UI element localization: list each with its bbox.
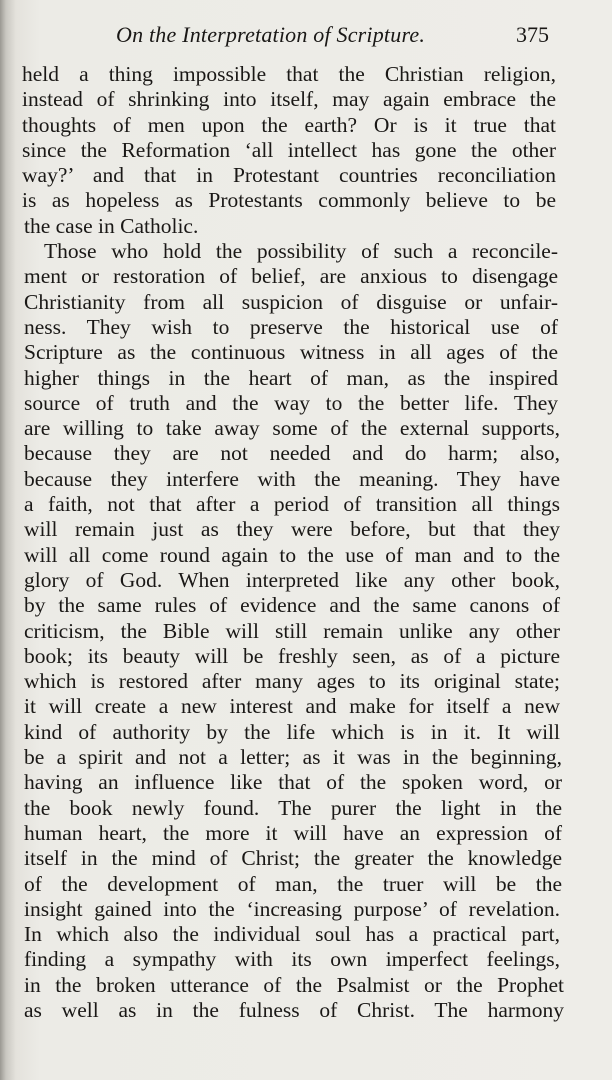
- text-line: be a spirit and not a letter; as it was in the beginning,: [24, 745, 562, 770]
- text-line: because they interfere with the meaning. They have: [24, 466, 560, 491]
- text-line: kind of authority by the life which is in it. It will: [24, 719, 560, 744]
- text-line: the case in Catholic.: [24, 213, 199, 238]
- text-line: will remain just as they were before, but that they: [24, 517, 560, 542]
- text-line: having an influence like that of the spoken word, or: [24, 770, 562, 795]
- page-header: [0, 20, 612, 50]
- text-line: will all come round again to the use of man and to the: [24, 542, 560, 567]
- text-line: in the broken utterance of the Psalmist or the Prophet: [24, 972, 564, 997]
- text-line: of the development of man, the truer will be the: [24, 871, 562, 896]
- text-line: glory of God. When interpreted like any other book,: [24, 567, 560, 592]
- text-line: is as hopeless as Protestants commonly believe to be: [22, 188, 556, 213]
- text-line: finding a sympathy with its own imperfect feelings,: [24, 947, 560, 972]
- text-line: a faith, not that after a period of transition all things: [24, 492, 560, 517]
- text-line: which is restored after many ages to its original state;: [24, 669, 560, 694]
- text-line: source of truth and the way to the better life. They: [24, 390, 558, 415]
- page-number: 375: [516, 22, 549, 47]
- body-text: [0, 62, 612, 1023]
- text-line: ment or restoration of belief, are anxious to disengage: [24, 264, 558, 289]
- text-line: higher things in the heart of man, as the inspired: [24, 365, 558, 390]
- text-line: by the same rules of evidence and the same canons of: [24, 593, 560, 618]
- text-line: Christianity from all suspicion of disguise or unfair-: [24, 289, 558, 314]
- text-line: human heart, the more it will have an expression of: [24, 820, 562, 845]
- text-line: ness. They wish to preserve the historical use of: [24, 314, 558, 339]
- text-line: because they are not needed and do harm; also,: [24, 441, 560, 466]
- paragraph-start-line: Those who hold the possibility of such a reconcile-: [44, 239, 558, 264]
- text-line: instead of shrinking into itself, may again embrace the: [22, 87, 556, 112]
- text-line: way?’ and that in Protestant countries reconciliation: [22, 163, 556, 188]
- text-line: insight gained into the ‘increasing purpose’ of revelation.: [24, 896, 560, 921]
- text-line: In which also the individual soul has a practical part,: [24, 922, 560, 947]
- text-line: criticism, the Bible will still remain unlike any other: [24, 618, 560, 643]
- text-line: itself in the mind of Christ; the greater the knowledge: [24, 846, 562, 871]
- text-line: the book newly found. The purer the light in the: [24, 795, 562, 820]
- text-line: it will create a new interest and make for itself a new: [24, 694, 560, 719]
- text-line: held a thing impossible that the Christian religion,: [22, 62, 556, 86]
- text-line: book; its beauty will be freshly seen, as of a picture: [24, 643, 560, 668]
- running-title: On the Interpretation of Scripture.: [116, 22, 426, 47]
- text-line: since the Reformation ‘all intellect has gone the other: [22, 137, 556, 162]
- text-line: are willing to take away some of the external supports,: [24, 416, 560, 441]
- text-line: Scripture as the continuous witness in all ages of the: [24, 340, 558, 365]
- text-line: thoughts of men upon the earth? Or is it true that: [22, 112, 556, 137]
- text-line: as well as in the fulness of Christ. The harmony: [24, 997, 564, 1022]
